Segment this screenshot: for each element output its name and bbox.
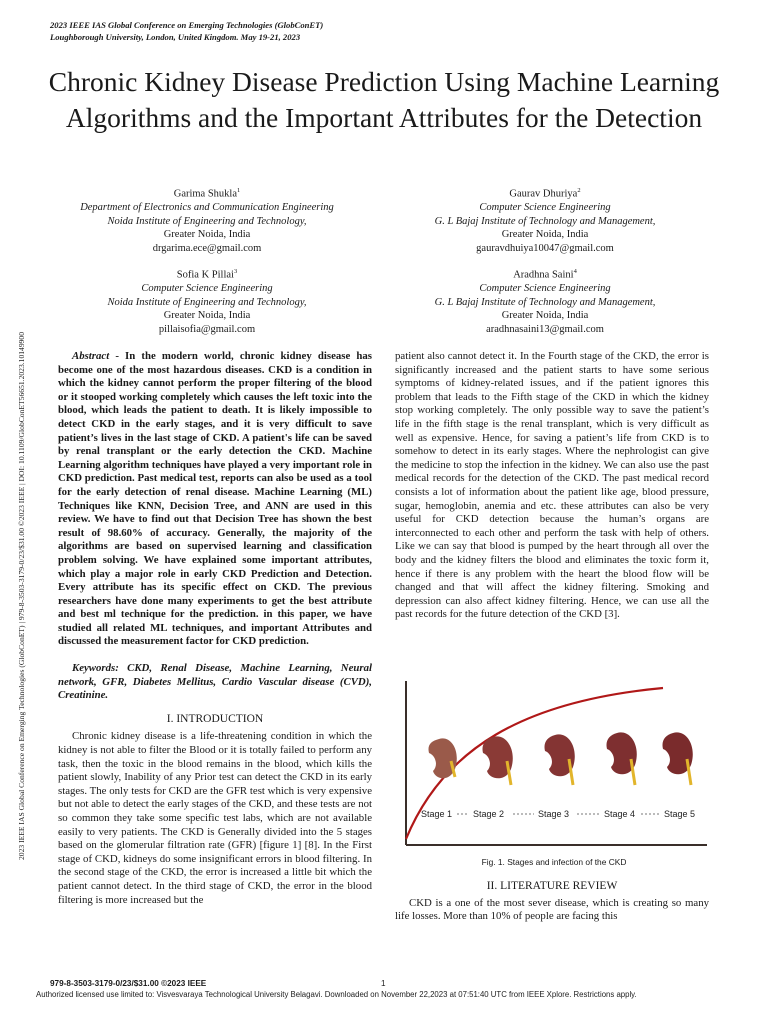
author-dept: Computer Science Engineering <box>141 283 273 294</box>
right-column-text: patient also cannot detect it. In the Fourth stage of the CKD, the error is significantly increased and the patient starts to have some serious symptoms of kidney-related issues, and if the patient ignores this problem that leads to the Fifth stage of the CKD in which the kidney stop working completely. The only possible way to save the patient’s life in the fifth stage is the renal transplant, which is very difficult as well as expensive. Hence, for saving a patient’s life from CKD is to somehow to detect in its early stages. Where the nephrologist can give the medicine to stop the infection in the kidney. We can also use the past medical records for the detection of the CKD. The past medical record consists a lot of information about the patient like age, blood pressure, sugar, hemoglobin, anemia and etc. these attributes can also be very useful for CKD detection because the human’s organs are interconnected to each other and perform the task with help of others. Like we can say that blood is pumped by the heart through all over the body and the kidney filters the blood and eliminates the toxic form it, hence if there is any problem with the heart the blood flow will be changed and that will affect the kidney filtering. Smoking and depression can also affect kidney filtering. Hence, we can use all the past records for the future detection of the CKD [3]. <box>395 350 709 621</box>
author-inst: Noida Institute of Engineering and Technology, <box>107 296 307 308</box>
left-column <box>58 350 372 907</box>
ckd-stages-figure <box>403 679 709 849</box>
abstract-text: - In the modern world, chronic kidney disease has become one of the most hazardous diseases. CKD is a condition in which the kidney cannot perform the proper filtering of the blood or it stooped working completely which causes the left toxic into the blood, which leads the patient to death. It is likely impossible to detect CKD in the early stages, and it is very difficult to save patient’s lives in the last stage of CKD. A patient's life can be saved by renal transplant or the early detection the CKD. Machine Learning algorithm techniques have played a very important role in CKD prediction. Past medical test, reports can also be used as a tool for the early detection of renal disease. Machine Learning (ML) Techniques like KNN, Decision Tree, and ANN are used in this review. We have to find out that Decision Tree has shown the best result of 98.60% of accuracy. Generally, the majority of the algorithms are based on supervised learning and classification problem solving. We have explained some important attributes, which play a major role in early CKD Prediction and Detection. Every attribute has its specific effect on CKD. The previous researchers have done many experiments to get the best attribute and best ml technique for the prediction. in this paper, we have studied all related ML techniques, and important Attributes and discussed the measurement factor for CKD prediction. <box>58 350 372 648</box>
author-email[interactable]: gauravdhuiya10047@gmail.com <box>476 242 614 254</box>
kidney-stage-1 <box>428 738 456 778</box>
paper-title: Chronic Kidney Disease Prediction Using Machine Learning Algorithms and the Important Attributes for the Detection <box>48 66 720 133</box>
author-block-2: Gaurav Dhuriya$^2$ Computer Science Engineering G. L Bajaj Institute of Technology and Management, Greater Noida, India gauravdhuiya10047@gmail.com <box>400 184 690 255</box>
conference-header <box>50 19 323 43</box>
literature-review <box>395 880 709 924</box>
literature-review-text: CKD is a one of the most sever disease, which is creating so many life losses. More than 10% of people are facing this <box>395 896 709 923</box>
keywords <box>58 662 372 703</box>
kidney-stage-3 <box>544 734 574 785</box>
author-city: Greater Noida, India <box>163 229 251 240</box>
stage-label-1: Stage 1 <box>421 809 453 819</box>
author-name: Garima Shukla <box>173 188 238 200</box>
keywords-label: Keywords: <box>72 662 119 675</box>
author-email[interactable]: aradhnasaini13@gmail.com <box>486 323 604 335</box>
page-number: 1 <box>381 979 386 988</box>
keywords-text: CKD, Renal Disease, Machine Learning, Neural network, GFR, Diabetes Mellitus, Cardio Vascular disease (CVD), Creatinine. <box>58 662 372 702</box>
author-block-1: Garima Shukla$^1$ Department of Electronics and Communication Engineering Noida Institute of Engineering and Technology, Greater Noida, India drgarima.ece@gmail.com <box>62 184 352 255</box>
kidney-stage-2 <box>482 736 512 785</box>
conference-line-2: Loughborough University, London, United Kingdom. May 19-21, 2023 <box>50 32 301 42</box>
section-heading-introduction: I. INTRODUCTION <box>166 712 264 725</box>
right-column <box>395 350 709 622</box>
author-block-3: Sofia K Pillai$^3$ Computer Science Engineering Noida Institute of Engineering and Technology, Greater Noida, India pillaisofia@gmail.com <box>62 265 352 336</box>
figure-caption: Fig. 1. Stages and infection of the CKD <box>481 857 627 867</box>
author-dept: Computer Science Engineering <box>479 283 611 294</box>
kidney-stage-5 <box>662 732 692 785</box>
author-block-4: Aradhna Saini$^4$ Computer Science Engineering G. L Bajaj Institute of Technology and Management, Greater Noida, India aradhnasaini13@gmail.com <box>400 265 690 336</box>
author-inst: G. L Bajaj Institute of Technology and Management, <box>434 296 656 308</box>
abstract-label: Abstract <box>72 350 110 362</box>
license-notice: Authorized licensed use limited to: Visvesvaraya Technological University Belagavi. Downloaded on November 22,2023 at 07:51:40 UTC from IEEE Xplore. Restrictions apply. <box>36 990 637 999</box>
author-city: Greater Noida, India <box>501 310 589 321</box>
author-email[interactable]: drgarima.ece@gmail.com <box>152 242 262 254</box>
introduction-text: Chronic kidney disease is a life-threatening condition in which the kidney is not able to filter the Blood or it is totally failed to perform any task, then the toxic in the blood remains in the blood, which kills the patient slowly, Inability of any Prior test can detect the CKD in its early stages. The only tests for CKD are the GFR test which is very expensive but not able to detect the early stages of the CKD, and these tests are not so common they take some specific test labs, which are not available easily to very patients. The CKD is Generally divided into the 5 stages based on the glomerular filtration rate (GFR) [figure 1] [8]. In the First stage of CKD, kidneys do some insignificant errors in blood filtering. In the second stage of the CKD, the error is increased a little bit which the patient cannot detect. In the third stage of CKD, the error in the blood filtering is more increased but the <box>58 730 372 906</box>
author-dept: Computer Science Engineering <box>479 202 611 213</box>
author-email[interactable]: pillaisofia@gmail.com <box>158 323 256 335</box>
footer-isbn: 979-8-3503-3179-0/23/$31.00 ©2023 IEEE <box>50 979 207 988</box>
side-identifier <box>17 170 29 860</box>
stage-label-4: Stage 4 <box>604 809 636 819</box>
stage-label-3: Stage 3 <box>538 809 570 819</box>
author-name: Gaurav Dhuriya <box>509 188 578 200</box>
kidney-stage-4 <box>606 732 636 785</box>
author-city: Greater Noida, India <box>501 229 589 240</box>
author-dept: Department of Electronics and Communication Engineering <box>80 202 334 213</box>
stage-label-5: Stage 5 <box>664 809 696 819</box>
author-inst: Noida Institute of Engineering and Technology, <box>107 215 307 227</box>
author-name: Sofia K Pillai <box>176 269 234 281</box>
author-city: Greater Noida, India <box>163 310 251 321</box>
author-inst: G. L Bajaj Institute of Technology and Management, <box>434 215 656 227</box>
section-heading-literature-review: II. LITERATURE REVIEW <box>486 880 618 892</box>
stage-label-2: Stage 2 <box>473 809 505 819</box>
side-identifier-text: 2023 IEEE IAS Global Conference on Emerging Technologies (GlobConET) | 979-8-3503-3179-0/23/$31.00 ©2023 IEEE | DOI: 10.1109/GlobConET56651.2023.10149900 <box>17 331 26 860</box>
abstract <box>58 350 372 649</box>
conference-line-1: 2023 IEEE IAS Global Conference on Emerging Technologies (GlobConET) <box>50 20 324 30</box>
author-name: Aradhna Saini <box>513 269 574 281</box>
